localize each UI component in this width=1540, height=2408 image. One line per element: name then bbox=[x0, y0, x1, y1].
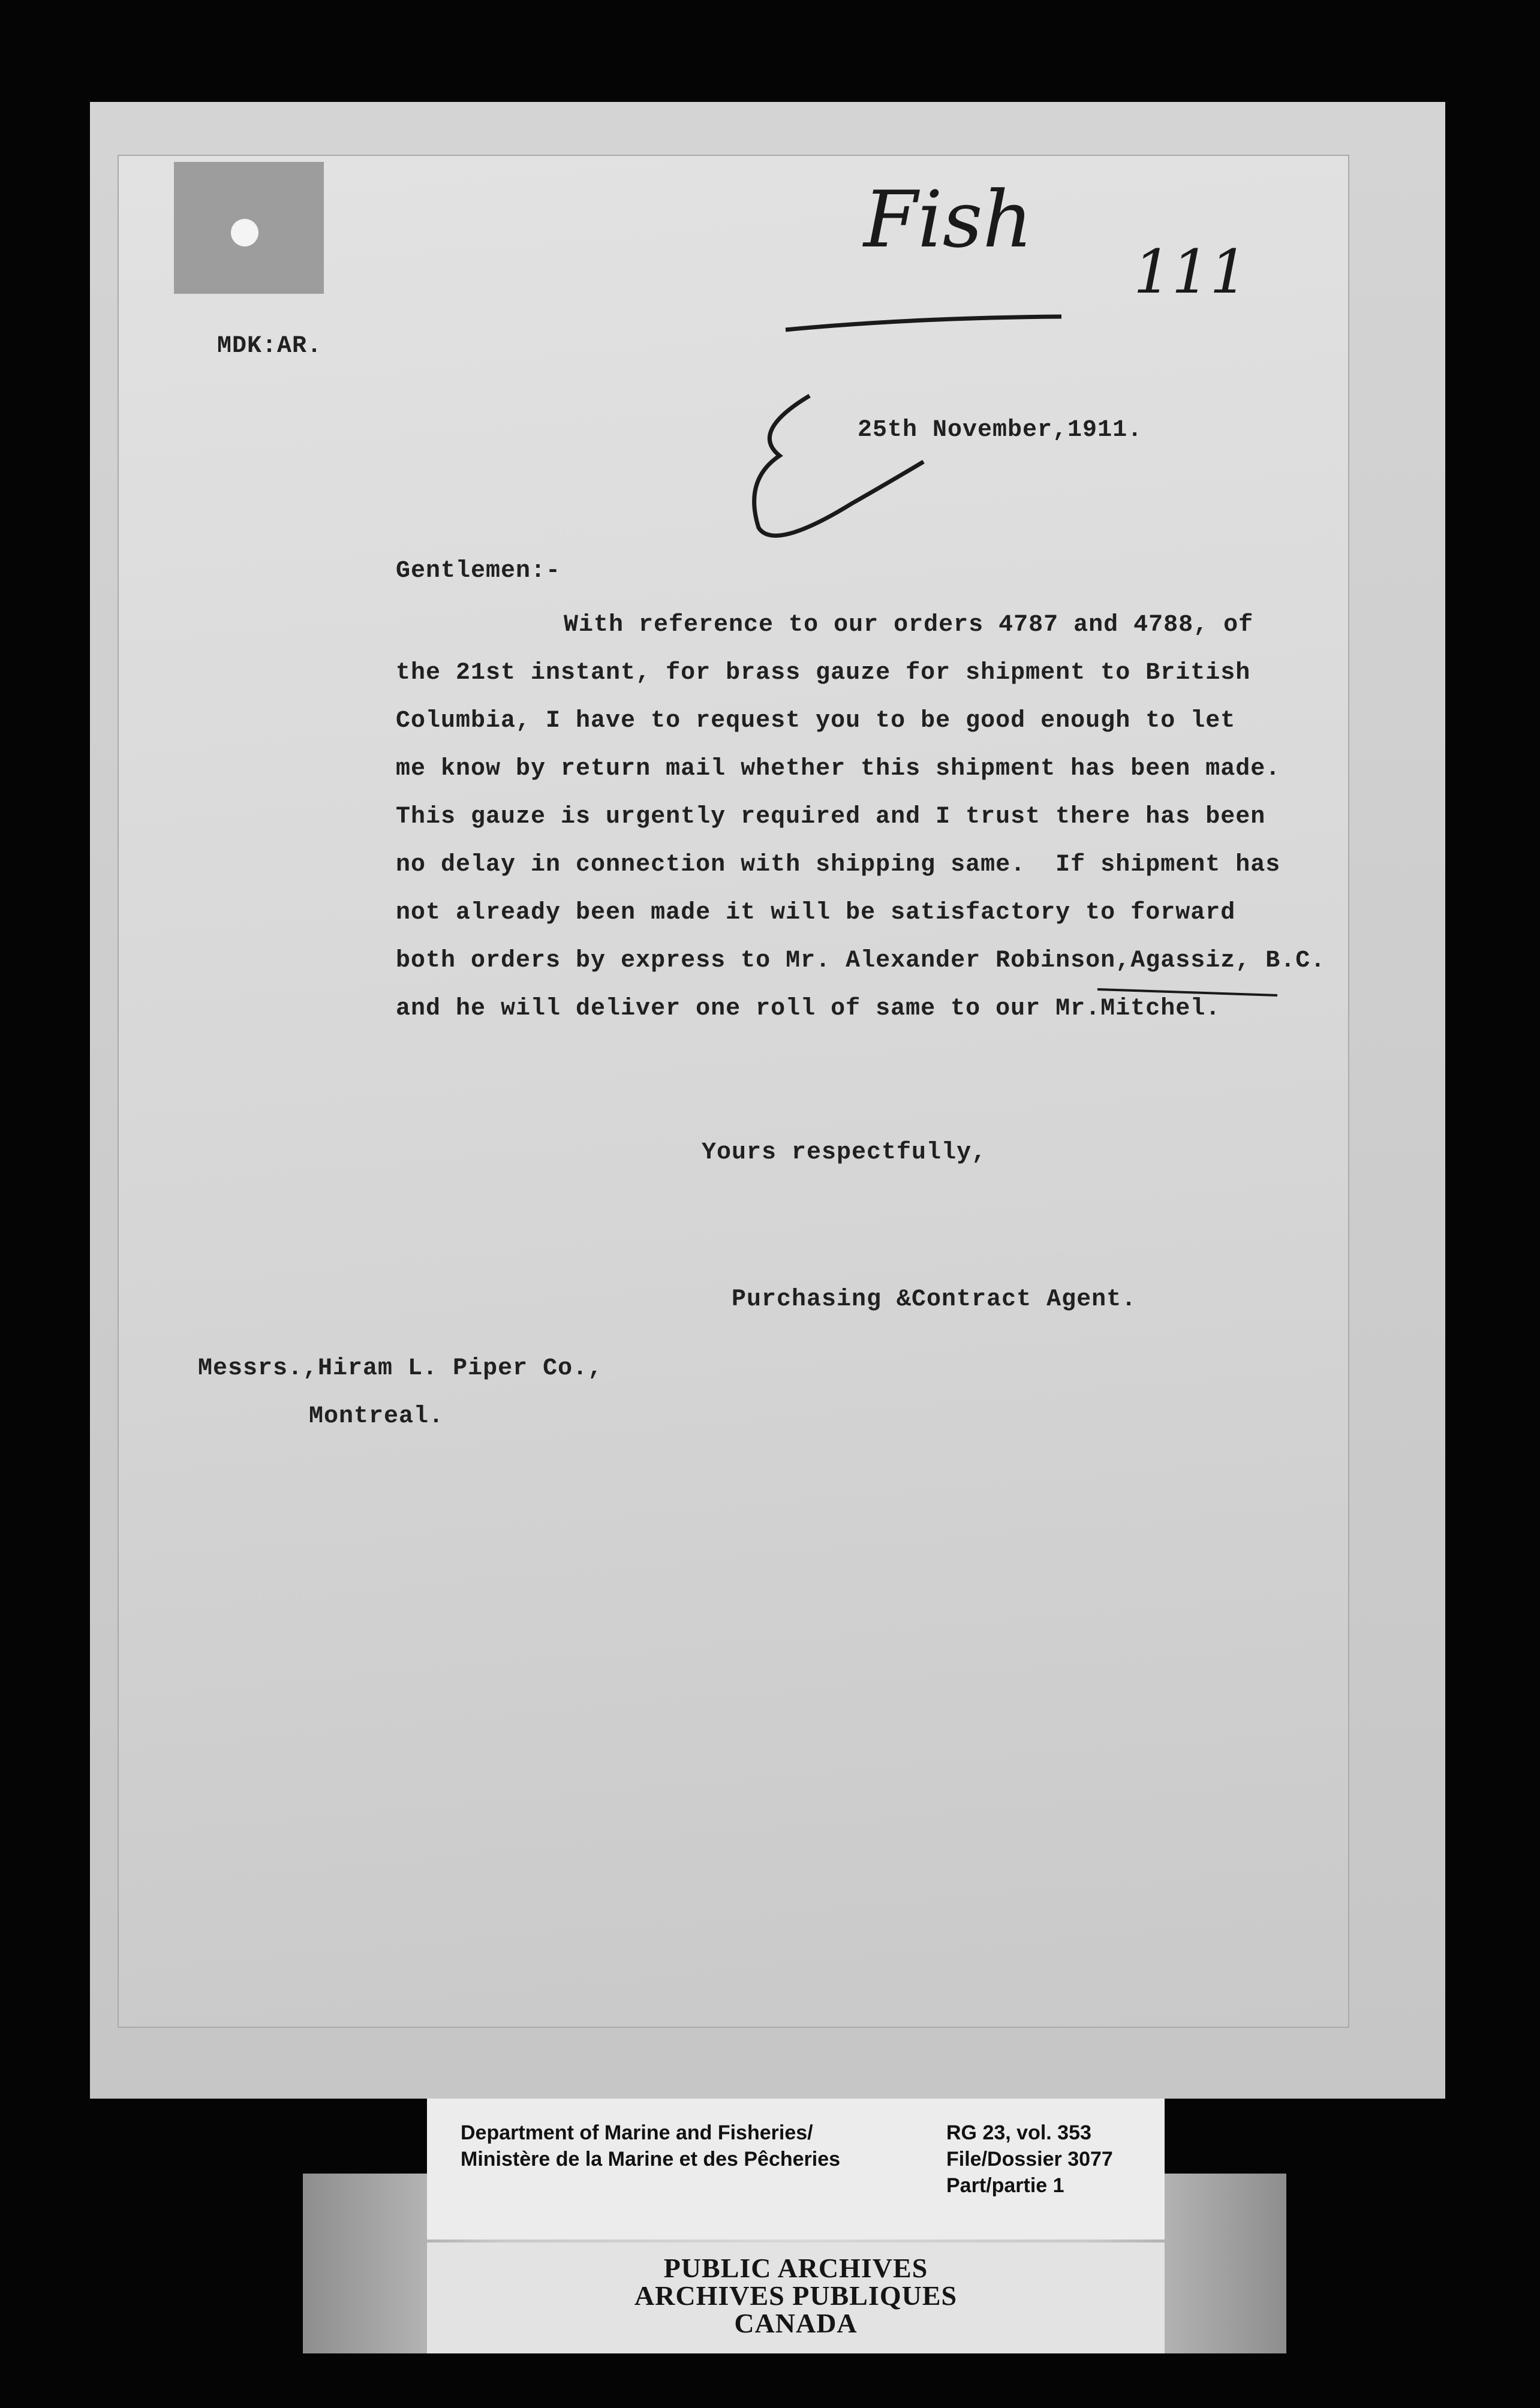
annotation-underline-stroke bbox=[786, 317, 1061, 330]
body-line-9: and he will deliver one roll of same to our Mr.Mitchel. bbox=[396, 995, 1221, 1022]
handwritten-annotation-word: Fish bbox=[864, 174, 1033, 265]
handwritten-annotation-number: 111 bbox=[1133, 237, 1248, 307]
stamp-line-2: ARCHIVES PUBLIQUES bbox=[634, 2280, 958, 2311]
department-english: Department of Marine and Fisheries/ bbox=[461, 2121, 813, 2144]
addressee-city: Montreal. bbox=[309, 1403, 444, 1430]
body-line-4: me know by return mail whether this shipment has been made. bbox=[396, 755, 1281, 782]
body-line-5: This gauze is urgently required and I trust there has been bbox=[396, 803, 1266, 830]
reference-initials: MDK:AR. bbox=[217, 333, 323, 360]
body-line-1: With reference to our orders 4787 and 4788, of bbox=[564, 612, 1254, 639]
stamp-line-3: CANADA bbox=[734, 2308, 858, 2338]
body-line-7: not already been made it will be satisfactory to forward bbox=[396, 899, 1236, 926]
letter-date: 25th November,1911. bbox=[858, 417, 1143, 444]
department-french: Ministère de la Marine et des Pêcheries bbox=[461, 2148, 841, 2171]
archive-department bbox=[461, 2120, 840, 2172]
body-line-8: both orders by express to Mr. Alexander Robinson,Agassiz, B.C. bbox=[396, 947, 1326, 974]
rg-volume: RG 23, vol. 353 bbox=[946, 2121, 1091, 2144]
address-underline-stroke bbox=[1097, 989, 1277, 995]
part-number: Part/partie 1 bbox=[946, 2174, 1064, 2197]
body-line-3: Columbia, I have to request you to be good enough to let bbox=[396, 708, 1236, 735]
body-line-2: the 21st instant, for brass gauze for shipment to British bbox=[396, 660, 1251, 687]
archive-reference bbox=[946, 2120, 1113, 2199]
addressee-name: Messrs.,Hiram L. Piper Co., bbox=[198, 1355, 603, 1382]
salutation: Gentlemen:- bbox=[396, 558, 561, 585]
archive-stamp bbox=[427, 2255, 1165, 2337]
body-line-6: no delay in connection with shipping same. If shipment has bbox=[396, 851, 1281, 878]
closing: Yours respectfully, bbox=[702, 1139, 987, 1166]
stamp-line-1: PUBLIC ARCHIVES bbox=[663, 2253, 928, 2283]
file-number: File/Dossier 3077 bbox=[946, 2148, 1113, 2171]
signature-title: Purchasing &Contract Agent. bbox=[732, 1286, 1137, 1313]
